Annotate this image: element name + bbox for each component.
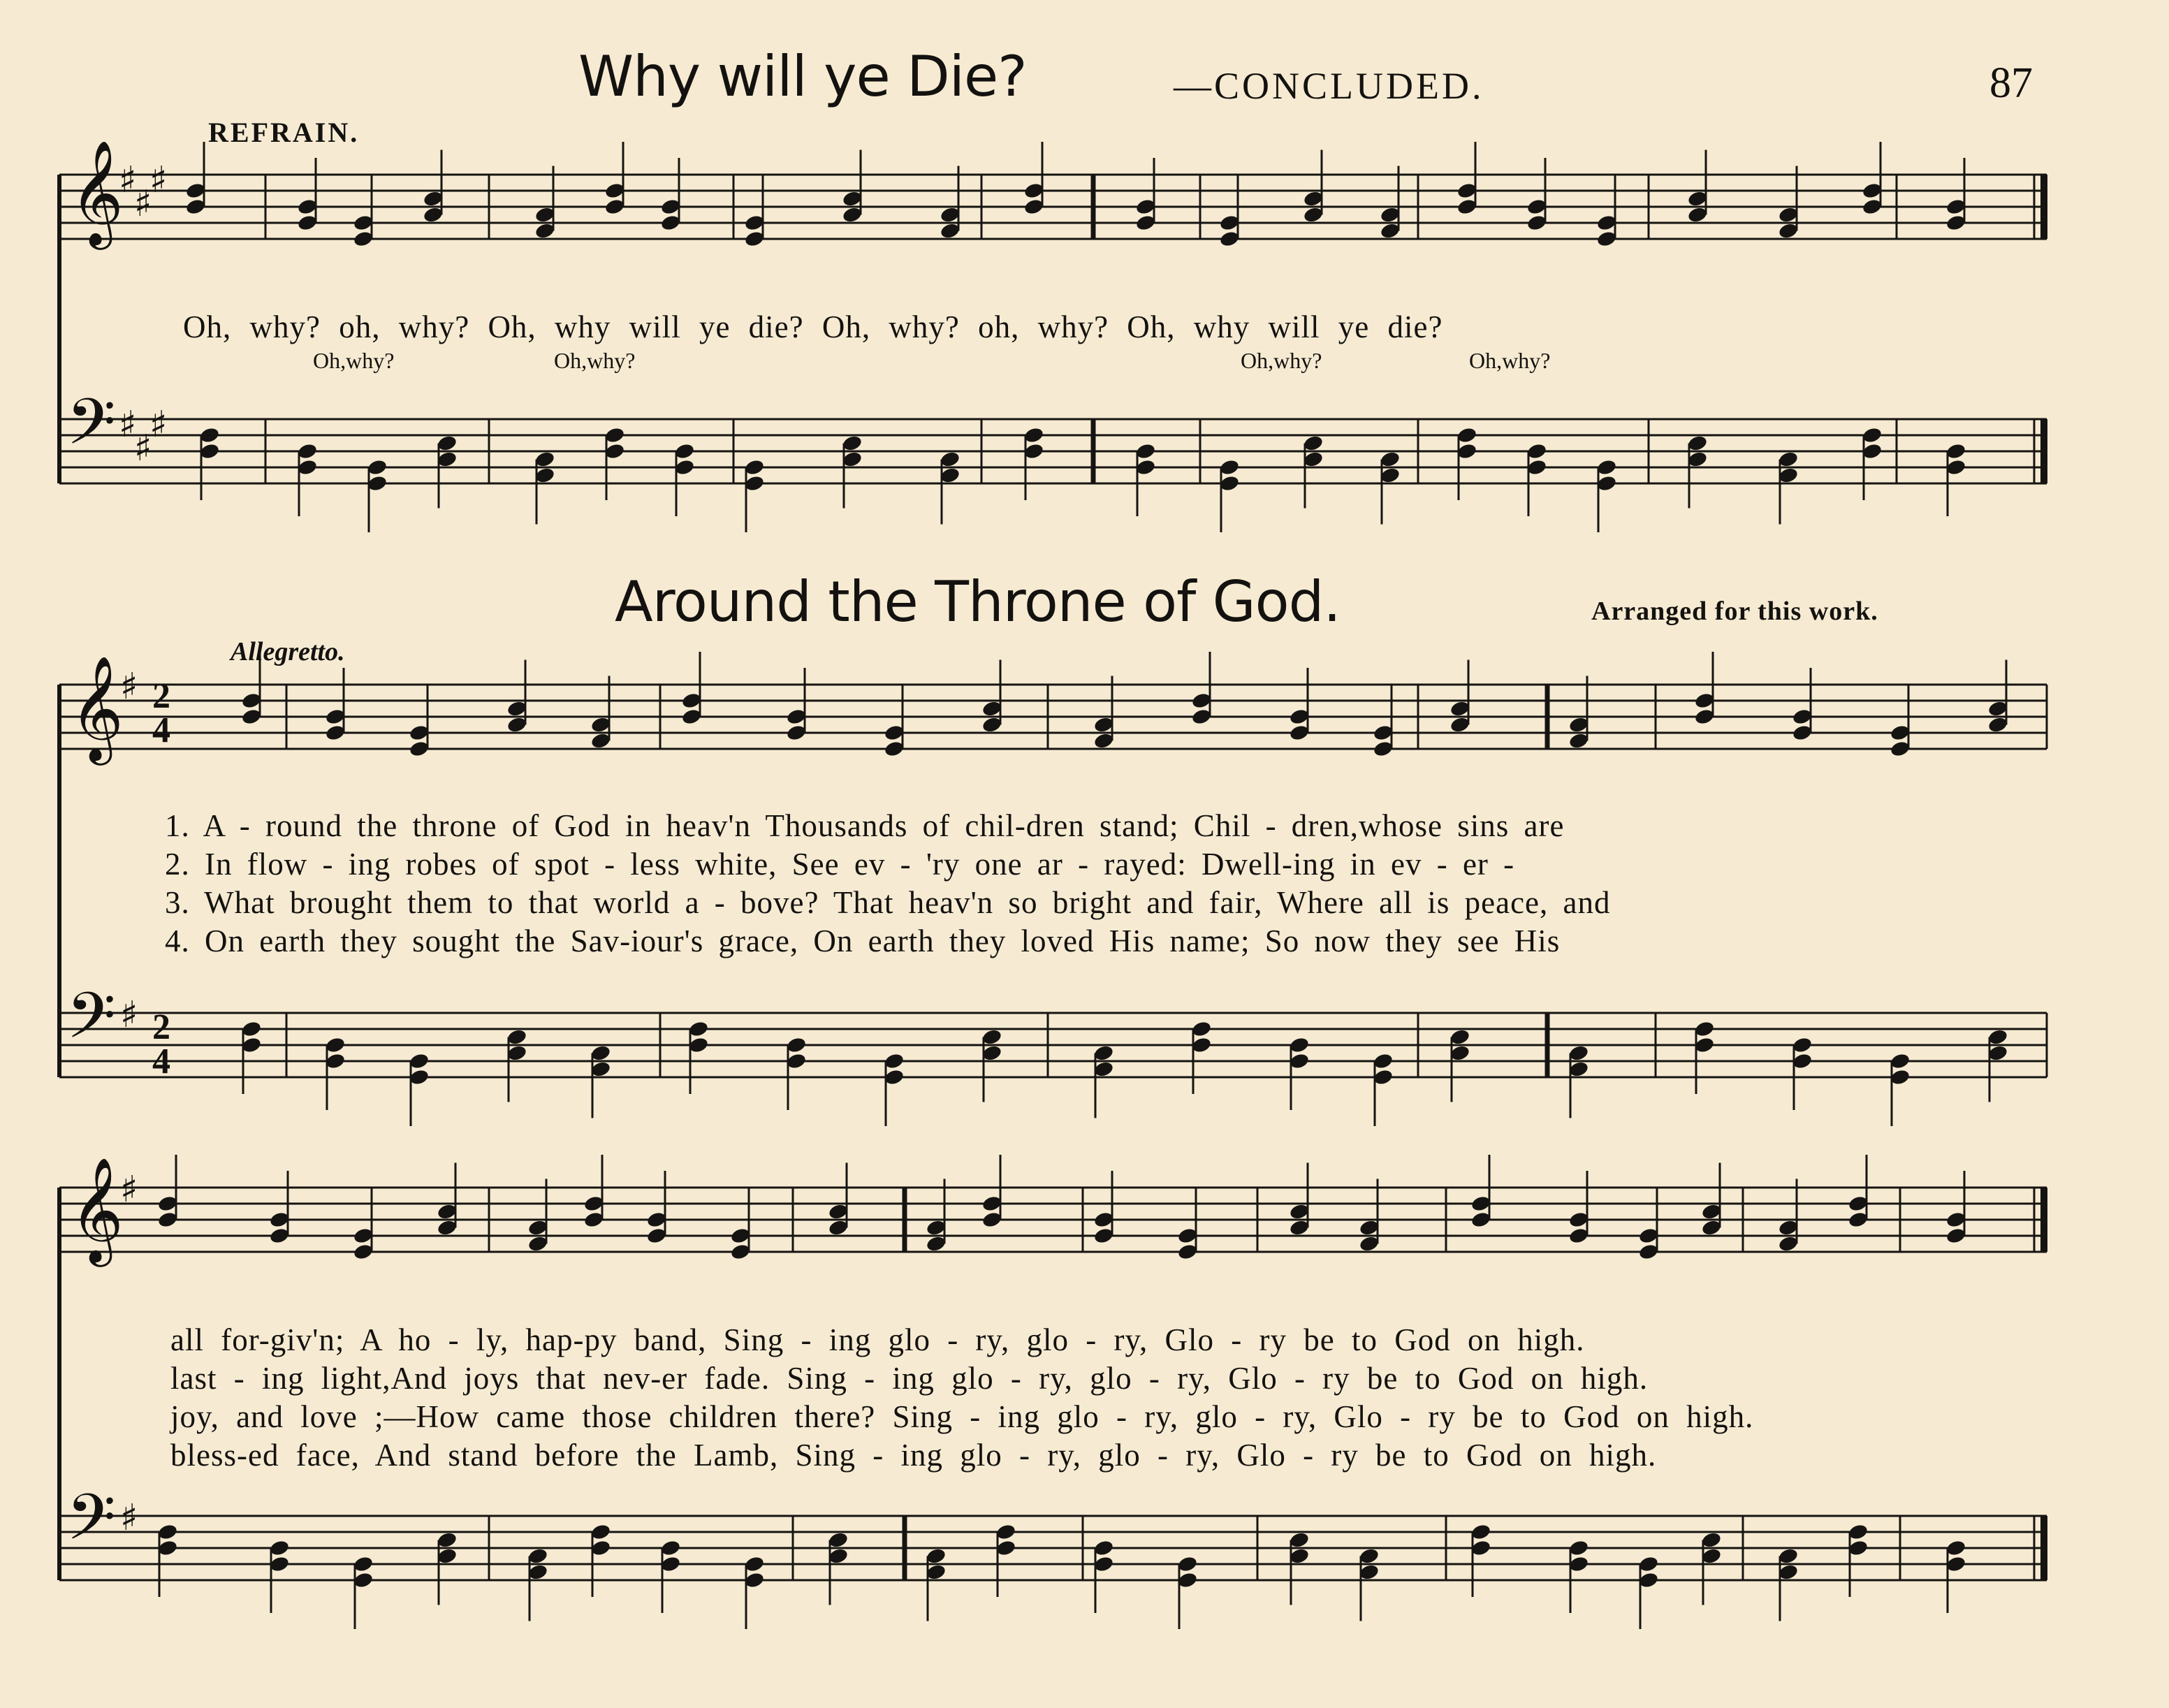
song1-lyrics: Oh, why? oh, why? Oh, why will ye die? Oh, why? oh, why? Oh, why will ye die? — [183, 309, 1443, 344]
verse-3-line-2: joy, and love ;—How came those children there? Sing - ing glo - ry, glo - ry, Glo - ry be to God on high. — [170, 1399, 1754, 1434]
time-signature-treble: 2 4 — [152, 676, 170, 751]
song1-echo-2: Oh,why? — [554, 348, 636, 373]
song1-echo-3: Oh,why? — [1241, 348, 1322, 373]
sharp-icon: ♯ — [120, 1497, 138, 1539]
bass-clef-icon: 𝄢 — [66, 1480, 116, 1570]
time-signature-bass: 2 4 — [152, 1007, 170, 1082]
verse-2-line-2: last - ing light,And joys that nev-er fade. Sing - ing glo - ry, glo - ry, Glo - ry be to God on high. — [170, 1361, 1649, 1396]
tempo-marking: Allegretto. — [231, 637, 345, 666]
verse-2-line-1: 2. In flow - ing robes of spot - less white, See ev - 'ry one ar - rayed: Dwell-ing in ev - er - — [165, 847, 1515, 882]
verse-1-line-2: all for-giv'n; A ho - ly, hap-py band, Sing - ing glo - ry, glo - ry, Glo - ry be to God on high. — [170, 1322, 1585, 1357]
treble-clef-icon: 𝄞 — [70, 655, 124, 761]
song1-title: Why will ye Die? — [578, 44, 1027, 109]
song2-credit: Arranged for this work. — [1591, 597, 1878, 626]
song1-title-suffix: —CONCLUDED. — [1174, 65, 1484, 107]
song1-echo-1: Oh,why? — [313, 348, 395, 373]
sharp-icon: ♯ — [119, 404, 137, 446]
refrain-label: REFRAIN. — [208, 117, 360, 148]
bass-clef-icon: 𝄢 — [66, 385, 116, 474]
sharp-icon: ♯ — [134, 428, 152, 469]
sharp-icon: ♯ — [120, 1169, 138, 1211]
verse-4-line-2: bless-ed face, And stand before the Lamb, Sing - ing glo - ry, glo - ry, Glo - ry be to God on high. — [170, 1438, 1657, 1473]
bass-clef-icon: 𝄢 — [66, 979, 116, 1068]
sharp-icon: ♯ — [120, 666, 138, 708]
verse-1-line-1: 1. A - round the throne of God in heav'n Thousands of chil-dren stand; Chil - dren,whose sins are — [165, 808, 1565, 843]
sharp-icon: ♯ — [119, 159, 137, 201]
sharp-icon: ♯ — [134, 183, 152, 225]
sharp-icon: ♯ — [149, 159, 168, 201]
song2-title: Around the Throne of God. — [615, 569, 1341, 634]
sharp-icon: ♯ — [120, 994, 138, 1036]
song1-echo-4: Oh,why? — [1469, 348, 1551, 373]
sharp-icon: ♯ — [149, 404, 168, 446]
treble-clef-icon: 𝄞 — [70, 139, 124, 245]
treble-clef-icon: 𝄞 — [70, 1156, 124, 1262]
verse-3-line-1: 3. What brought them to that world a - bove? That heav'n so bright and fair, Where all is peace, and — [165, 885, 1611, 920]
verse-4-line-1: 4. On earth they sought the Sav-iour's grace, On earth they loved His name; So now they see His — [165, 924, 1561, 958]
page-number: 87 — [1989, 59, 2033, 107]
